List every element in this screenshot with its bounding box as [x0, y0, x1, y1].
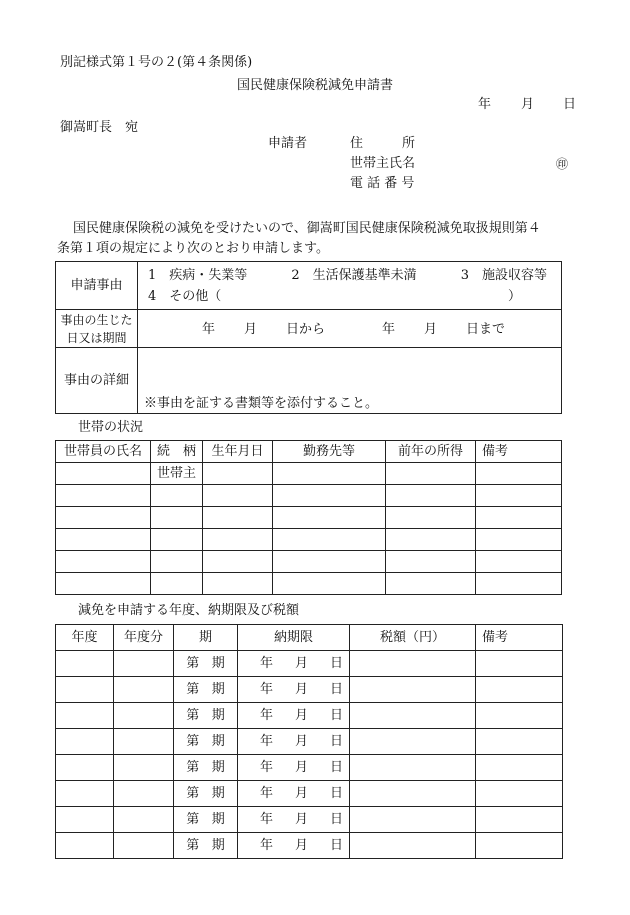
reduction-cell[interactable] [114, 755, 174, 781]
table-row [56, 729, 563, 755]
period-prefix: 第 [186, 812, 200, 827]
household-cell[interactable] [476, 551, 562, 573]
household-cell[interactable] [476, 463, 562, 485]
due-date-cell[interactable] [238, 703, 350, 729]
period-prefix: 第 [186, 682, 200, 697]
due-year: 年 [259, 734, 273, 749]
phone-label: 電 話 番 号 [350, 176, 415, 191]
household-head-relation: 世帯主 [151, 463, 203, 485]
reduction-header-remarks: 備考 [476, 625, 563, 651]
household-cell[interactable] [273, 463, 386, 485]
reason-option-2[interactable]: 2 生活保護基準未満 [291, 267, 417, 283]
household-cell[interactable] [203, 529, 273, 551]
due-date-cell[interactable] [238, 755, 350, 781]
due-date-cell[interactable] [238, 651, 350, 677]
due-year: 年 [259, 760, 273, 775]
form-number: 別記様式第１号の２(第４条関係) [60, 55, 253, 70]
period-suffix: 期 [211, 786, 225, 801]
period-cell[interactable] [174, 833, 238, 859]
reduction-header-year-portion: 年度分 [114, 625, 174, 651]
household-cell[interactable] [386, 463, 476, 485]
head-name-label: 世帯主氏名 [350, 156, 416, 171]
household-cell[interactable] [386, 551, 476, 573]
reduction-cell[interactable] [476, 651, 563, 677]
due-year: 年 [259, 656, 273, 671]
period-prefix: 第 [186, 838, 200, 853]
reason-label: 申請事由 [56, 262, 138, 310]
period-suffix: 期 [211, 682, 225, 697]
household-cell[interactable] [476, 529, 562, 551]
due-day: 日 [329, 734, 343, 749]
household-cell[interactable] [56, 485, 151, 507]
due-month: 月 [294, 838, 308, 853]
due-month: 月 [294, 734, 308, 749]
period-from-day: 日から [286, 321, 326, 337]
period-suffix: 期 [211, 734, 225, 749]
household-cell[interactable] [151, 573, 203, 595]
household-cell[interactable] [386, 573, 476, 595]
reduction-cell[interactable] [476, 807, 563, 833]
table-row [56, 807, 563, 833]
household-cell[interactable] [386, 507, 476, 529]
period-suffix: 期 [211, 838, 225, 853]
household-cell[interactable] [386, 529, 476, 551]
reduction-header-due-date: 納期限 [238, 625, 350, 651]
period-suffix: 期 [211, 760, 225, 775]
household-cell[interactable] [476, 485, 562, 507]
household-cell[interactable] [273, 551, 386, 573]
reduction-cell[interactable] [476, 755, 563, 781]
household-cell[interactable] [273, 573, 386, 595]
tax-amount-cell[interactable] [350, 703, 476, 729]
reason-option-4[interactable]: 4 その他（ [148, 288, 222, 304]
document-title: 国民健康保険税減免申請書 [237, 78, 394, 93]
due-date-cell[interactable] [238, 781, 350, 807]
period-prefix: 第 [186, 760, 200, 775]
household-cell[interactable] [56, 551, 151, 573]
due-month: 月 [294, 656, 308, 671]
period-cell[interactable] [138, 310, 562, 348]
due-month: 月 [294, 760, 308, 775]
reduction-cell[interactable] [56, 651, 114, 677]
period-suffix: 期 [211, 708, 225, 723]
table-row [56, 463, 562, 485]
due-year: 年 [259, 682, 273, 697]
due-day: 日 [329, 812, 343, 827]
reduction-table [55, 624, 563, 859]
period-cell[interactable] [174, 703, 238, 729]
date-day-label: 日 [563, 97, 577, 112]
reduction-cell[interactable] [56, 807, 114, 833]
household-cell[interactable] [151, 551, 203, 573]
period-cell[interactable] [174, 729, 238, 755]
household-table [55, 440, 562, 595]
seal-icon: ㊞ [556, 157, 569, 171]
reduction-header-period: 期 [174, 625, 238, 651]
period-from-month: 月 [244, 321, 258, 337]
reduction-cell[interactable] [114, 651, 174, 677]
reduction-cell[interactable] [56, 677, 114, 703]
tax-amount-cell[interactable] [350, 651, 476, 677]
household-cell[interactable] [476, 507, 562, 529]
period-prefix: 第 [186, 708, 200, 723]
period-cell[interactable] [174, 677, 238, 703]
due-year: 年 [259, 708, 273, 723]
reduction-cell[interactable] [56, 729, 114, 755]
attach-note: ※事由を証する書類等を添付すること。 [144, 396, 379, 411]
tax-amount-cell[interactable] [350, 729, 476, 755]
reduction-cell[interactable] [114, 729, 174, 755]
period-cell[interactable] [174, 807, 238, 833]
household-cell[interactable] [56, 507, 151, 529]
reduction-cell[interactable] [114, 833, 174, 859]
household-cell[interactable] [56, 463, 151, 485]
tax-amount-cell[interactable] [350, 677, 476, 703]
reason-option-3[interactable]: 3 施設収容等 [460, 267, 547, 283]
due-year: 年 [259, 838, 273, 853]
reduction-cell[interactable] [476, 703, 563, 729]
table-row [56, 551, 562, 573]
period-prefix: 第 [186, 656, 200, 671]
intro-line-1: 国民健康保険税の減免を受けたいので、御嵩町国民健康保険税減免取扱規則第４ [73, 221, 541, 236]
table-row [56, 677, 563, 703]
period-label [56, 310, 138, 348]
household-cell[interactable] [203, 551, 273, 573]
household-cell[interactable] [273, 507, 386, 529]
household-cell[interactable] [273, 485, 386, 507]
household-header-relation: 続 柄 [151, 441, 203, 463]
table-row [56, 529, 562, 551]
reduction-cell[interactable] [114, 703, 174, 729]
reduction-cell[interactable] [476, 833, 563, 859]
table-row [56, 507, 562, 529]
period-cell[interactable] [174, 755, 238, 781]
due-date-cell[interactable] [238, 729, 350, 755]
table-row [56, 573, 562, 595]
household-cell[interactable] [56, 529, 151, 551]
reduction-cell[interactable] [476, 781, 563, 807]
reduction-header-fiscal-year: 年度 [56, 625, 114, 651]
household-header-income: 前年の所得 [386, 441, 476, 463]
household-header-name: 世帯員の氏名 [56, 441, 151, 463]
reduction-cell[interactable] [114, 807, 174, 833]
reason-options-cell[interactable] [138, 262, 562, 310]
household-header-row [56, 441, 562, 463]
period-from-year: 年 [202, 321, 216, 337]
due-day: 日 [329, 760, 343, 775]
household-cell[interactable] [203, 573, 273, 595]
due-month: 月 [294, 786, 308, 801]
period-label-line-1: 事由の生じた [60, 312, 133, 327]
date-year-label: 年 [478, 97, 492, 112]
table-row [56, 755, 563, 781]
due-month: 月 [294, 708, 308, 723]
address-label: 住 所 [350, 136, 416, 151]
table-row [56, 485, 562, 507]
tax-amount-cell[interactable] [350, 781, 476, 807]
due-year: 年 [259, 812, 273, 827]
due-date-cell[interactable] [238, 807, 350, 833]
household-header-remarks: 備考 [476, 441, 562, 463]
reduction-header-row [56, 625, 563, 651]
reduction-header-tax-amount: 税額（円） [350, 625, 476, 651]
due-month: 月 [294, 682, 308, 697]
reduction-cell[interactable] [114, 781, 174, 807]
period-suffix: 期 [211, 656, 225, 671]
reduction-cell[interactable] [476, 729, 563, 755]
table-row [56, 833, 563, 859]
due-day: 日 [329, 656, 343, 671]
due-day: 日 [329, 786, 343, 801]
household-cell[interactable] [476, 573, 562, 595]
reason-option-1[interactable]: 1 疾病・失業等 [148, 267, 248, 283]
detail-label: 事由の詳細 [56, 348, 138, 414]
applicant-label: 申請者 [268, 136, 308, 151]
reduction-section-title: 減免を申請する年度、納期限及び税額 [78, 603, 300, 618]
period-suffix: 期 [211, 812, 225, 827]
reduction-cell[interactable] [56, 833, 114, 859]
reason-option-4-close: ） [507, 288, 521, 304]
table-row [56, 703, 563, 729]
due-day: 日 [329, 708, 343, 723]
reduction-cell[interactable] [476, 677, 563, 703]
tax-amount-cell[interactable] [350, 807, 476, 833]
household-cell[interactable] [203, 463, 273, 485]
reduction-cell[interactable] [56, 781, 114, 807]
intro-line-2: 条第１項の規定により次のとおり申請します。 [57, 241, 329, 256]
household-header-workplace: 勤務先等 [273, 441, 386, 463]
household-cell[interactable] [273, 529, 386, 551]
household-cell[interactable] [151, 529, 203, 551]
detail-cell[interactable] [138, 348, 562, 414]
due-day: 日 [329, 682, 343, 697]
household-cell[interactable] [386, 485, 476, 507]
tax-amount-cell[interactable] [350, 833, 476, 859]
date-month-label: 月 [521, 97, 535, 112]
period-cell[interactable] [174, 651, 238, 677]
period-prefix: 第 [186, 734, 200, 749]
period-cell[interactable] [174, 781, 238, 807]
period-to-day: 日まで [466, 321, 506, 337]
due-month: 月 [294, 812, 308, 827]
period-to-year: 年 [382, 321, 396, 337]
tax-amount-cell[interactable] [350, 755, 476, 781]
period-label-line-2: 日又は期間 [66, 330, 127, 345]
table-row [56, 651, 563, 677]
household-cell[interactable] [56, 573, 151, 595]
household-header-birthdate: 生年月日 [203, 441, 273, 463]
table-row [56, 781, 563, 807]
period-prefix: 第 [186, 786, 200, 801]
addressee: 御嵩町長 宛 [60, 120, 139, 135]
due-date-cell[interactable] [238, 677, 350, 703]
household-section-title: 世帯の状況 [78, 420, 144, 435]
reason-table [55, 261, 562, 414]
household-cell[interactable] [203, 485, 273, 507]
due-year: 年 [259, 786, 273, 801]
due-day: 日 [329, 838, 343, 853]
household-cell[interactable] [203, 507, 273, 529]
household-cell[interactable] [151, 507, 203, 529]
reduction-cell[interactable] [56, 703, 114, 729]
reduction-cell[interactable] [114, 677, 174, 703]
household-cell[interactable] [151, 485, 203, 507]
due-date-cell[interactable] [238, 833, 350, 859]
reduction-cell[interactable] [56, 755, 114, 781]
period-to-month: 月 [424, 321, 438, 337]
